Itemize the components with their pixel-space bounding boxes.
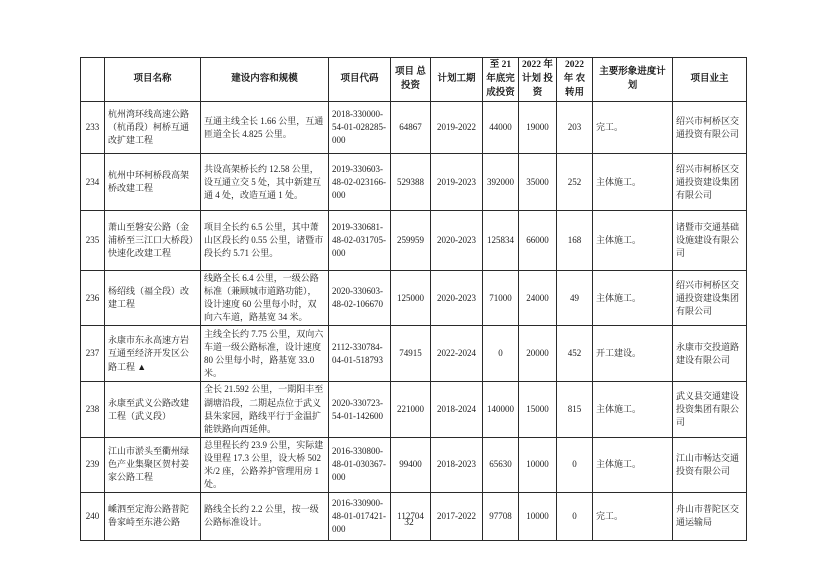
cell-planned-period: 2018-2023 [431, 437, 483, 492]
cell-project-code: 2020-330603-48-02-106670 [329, 271, 391, 326]
cell-project-code: 2016-330800-48-01-030367-000 [329, 437, 391, 492]
header-total-investment: 项目 总投资 [391, 58, 431, 102]
header-project-code: 项目代码 [329, 58, 391, 102]
cell-progress-plan: 主体施工。 [593, 154, 673, 211]
cell-project-name: 江山市淤头至衢州绿色产业集聚区贺村姜家公路工程 [105, 437, 201, 492]
cell-2022-planned-investment: 35000 [519, 154, 557, 211]
cell-total-investment: 259959 [391, 211, 431, 271]
cell-planned-period: 2019-2023 [431, 154, 483, 211]
cell-project-code: 2018-330000-54-01-028285-000 [329, 102, 391, 154]
cell-row-number: 239 [81, 437, 105, 492]
cell-2022-land-conversion: 203 [557, 102, 593, 154]
cell-completed-by-2021: 140000 [483, 382, 519, 437]
cell-progress-plan: 完工。 [593, 102, 673, 154]
cell-construction-content: 共设高架桥长约 12.58 公里，设互通立交 5 处，其中新建互通 4 处，改造互通 1 处。 [201, 154, 329, 211]
cell-progress-plan: 主体施工。 [593, 382, 673, 437]
cell-2022-land-conversion: 252 [557, 154, 593, 211]
cell-row-number: 233 [81, 102, 105, 154]
cell-2022-planned-investment: 15000 [519, 382, 557, 437]
cell-project-owner: 绍兴市柯桥区交通投资建设集团有限公司 [673, 154, 747, 211]
cell-construction-content: 路线全长约 2.2 公里，按一级公路标准设计。 [201, 492, 329, 540]
cell-2022-planned-investment: 20000 [519, 326, 557, 382]
cell-row-number: 235 [81, 211, 105, 271]
header-project-name: 项目名称 [105, 58, 201, 102]
cell-construction-content: 主线全长约 7.75 公里，双向六车道一级公路标准，设计速度 80 公里每小时，路基宽 33.0 米。 [201, 326, 329, 382]
cell-project-owner: 绍兴市柯桥区交通投资建设集团有限公司 [673, 271, 747, 326]
cell-row-number: 236 [81, 271, 105, 326]
cell-progress-plan: 主体施工。 [593, 211, 673, 271]
header-project-owner: 项目业主 [673, 58, 747, 102]
table-row [81, 437, 747, 492]
cell-completed-by-2021: 125834 [483, 211, 519, 271]
cell-project-code: 2019-330681-48-02-031705-000 [329, 211, 391, 271]
cell-project-name: 杨绍线（福全段）改建工程 [105, 271, 201, 326]
cell-planned-period: 2018-2024 [431, 382, 483, 437]
cell-total-investment: 112704 [391, 492, 431, 540]
table-row [81, 102, 747, 154]
cell-planned-period: 2020-2023 [431, 211, 483, 271]
cell-total-investment: 64867 [391, 102, 431, 154]
cell-construction-content: 项目全长约 6.5 公里，其中萧山区段长约 0.55 公里，诸暨市段长约 5.71 公里。 [201, 211, 329, 271]
cell-progress-plan: 主体施工。 [593, 271, 673, 326]
header-planned-period: 计划工期 [431, 58, 483, 102]
table-row [81, 271, 747, 326]
cell-2022-land-conversion: 168 [557, 211, 593, 271]
cell-project-code: 2020-330723-54-01-142600 [329, 382, 391, 437]
cell-project-name: 杭州中环柯桥段高架桥改建工程 [105, 154, 201, 211]
cell-completed-by-2021: 0 [483, 326, 519, 382]
cell-project-owner: 诸暨市交通基础设施建设有限公司 [673, 211, 747, 271]
cell-planned-period: 2020-2023 [431, 271, 483, 326]
header-row-number [81, 58, 105, 102]
cell-2022-land-conversion: 815 [557, 382, 593, 437]
cell-2022-land-conversion: 0 [557, 492, 593, 540]
cell-total-investment: 74915 [391, 326, 431, 382]
cell-project-owner: 舟山市普陀区交通运输局 [673, 492, 747, 540]
table-row [81, 154, 747, 211]
cell-construction-content: 线路全长 6.4 公里，一级公路标准（兼顾城市道路功能），设计速度 60 公里每小时，双向六车道，路基宽 34 米。 [201, 271, 329, 326]
cell-2022-land-conversion: 0 [557, 437, 593, 492]
cell-2022-planned-investment: 19000 [519, 102, 557, 154]
header-progress-plan: 主要形象进度计划 [593, 58, 673, 102]
cell-2022-planned-investment: 66000 [519, 211, 557, 271]
header-2022-land-conversion: 2022 年 农转用 [557, 58, 593, 102]
page-number: 32 [404, 518, 414, 528]
header-2022-planned-investment: 2022 年 计划 投资 [519, 58, 557, 102]
table-header-row [81, 58, 747, 102]
cell-2022-planned-investment: 24000 [519, 271, 557, 326]
cell-project-owner: 绍兴市柯桥区交通投资有限公司 [673, 102, 747, 154]
cell-planned-period: 2022-2024 [431, 326, 483, 382]
cell-project-name: 杭州湾环线高速公路（杭甬段）柯桥互通改扩建工程 [105, 102, 201, 154]
cell-project-code: 2016-330900-48-01-017421-000 [329, 492, 391, 540]
cell-2022-land-conversion: 452 [557, 326, 593, 382]
cell-project-owner: 武义县交通建设投资集团有限公司 [673, 382, 747, 437]
cell-total-investment: 125000 [391, 271, 431, 326]
cell-row-number: 240 [81, 492, 105, 540]
cell-total-investment: 99400 [391, 437, 431, 492]
table-row [81, 382, 747, 437]
cell-row-number: 238 [81, 382, 105, 437]
cell-project-name: 萧山至磐安公路（金浦桥至三江口大桥段）快速化改建工程 [105, 211, 201, 271]
cell-project-name: 永康市东永高速方岩互通至经济开发区公路工程 ▲ [105, 326, 201, 382]
cell-2022-planned-investment: 10000 [519, 492, 557, 540]
cell-completed-by-2021: 44000 [483, 102, 519, 154]
cell-completed-by-2021: 97708 [483, 492, 519, 540]
cell-project-code: 2112-330784-04-01-518793 [329, 326, 391, 382]
cell-project-name: 永康至武义公路改建工程（武义段） [105, 382, 201, 437]
projects-table [80, 57, 747, 541]
cell-row-number: 237 [81, 326, 105, 382]
table-row [81, 326, 747, 382]
cell-progress-plan: 主体施工。 [593, 437, 673, 492]
cell-project-name: 嵊泗至定海公路普陀鲁家峙至东港公路 [105, 492, 201, 540]
cell-completed-by-2021: 71000 [483, 271, 519, 326]
cell-progress-plan: 完工。 [593, 492, 673, 540]
cell-planned-period: 2017-2022 [431, 492, 483, 540]
cell-construction-content: 总里程长约 23.9 公里，实际建设里程 17.3 公里，设大桥 502 米/2 座，公路养护管理用房 1 处。 [201, 437, 329, 492]
cell-planned-period: 2019-2022 [431, 102, 483, 154]
cell-construction-content: 互通主线全长 1.66 公里，互通匝道全长 4.825 公里。 [201, 102, 329, 154]
cell-total-investment: 221000 [391, 382, 431, 437]
cell-row-number: 234 [81, 154, 105, 211]
cell-completed-by-2021: 65630 [483, 437, 519, 492]
cell-progress-plan: 开工建设。 [593, 326, 673, 382]
table-row [81, 211, 747, 271]
cell-total-investment: 529388 [391, 154, 431, 211]
cell-construction-content: 全长 21.592 公里，一期阳丰至湖塘沿段，二期起点位于武义县朱家园，路线平行于金温扩能铁路向西延伸。 [201, 382, 329, 437]
cell-2022-planned-investment: 10000 [519, 437, 557, 492]
header-completed-by-2021: 至 21 年底完成投资 [483, 58, 519, 102]
cell-2022-land-conversion: 49 [557, 271, 593, 326]
header-construction-content: 建设内容和规模 [201, 58, 329, 102]
cell-project-owner: 江山市畅达交通投资有限公司 [673, 437, 747, 492]
cell-project-code: 2019-330603-48-02-023166-000 [329, 154, 391, 211]
cell-completed-by-2021: 392000 [483, 154, 519, 211]
table-row [81, 492, 747, 540]
cell-project-owner: 永康市交投道路建设有限公司 [673, 326, 747, 382]
